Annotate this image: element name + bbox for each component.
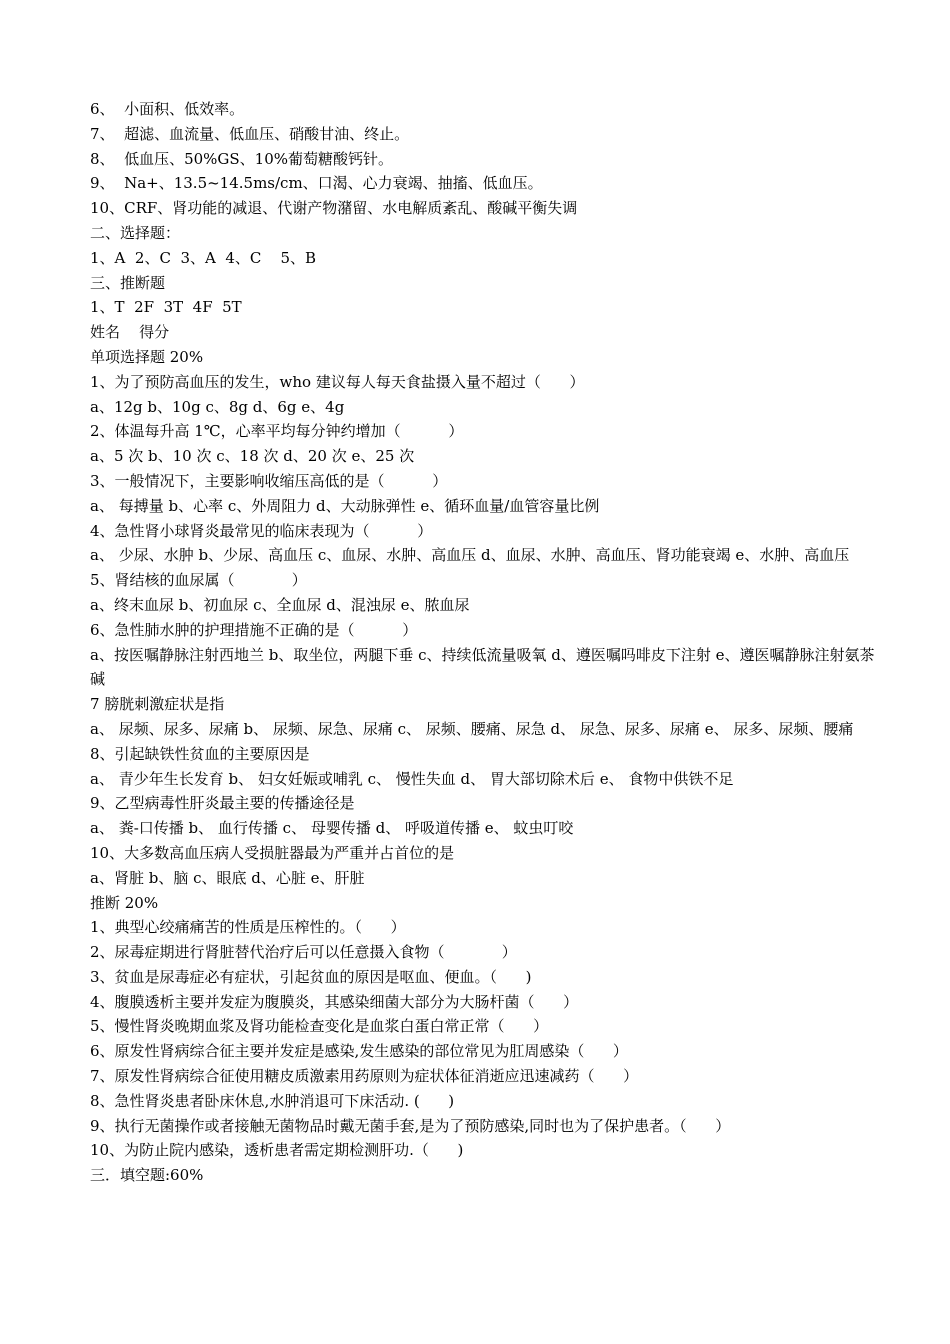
question-6-options: a、按医嘱静脉注射西地兰 b、取坐位，两腿下垂 c、持续低流量吸氧 d、遵医嘱吗啡皮下注射 e、遵医嘱静脉注射氨茶碱 [90,645,875,689]
question-9-options: a、 粪-口传播 b、 血行传播 c、 母婴传播 d、 呼吸道传播 e、 蚊虫叮咬 [90,819,574,838]
tf-question-8: 8、急性肾炎患者卧床休息,水肿消退可下床活动. ( ) [90,1091,455,1110]
tf-question-9: 9、执行无菌操作或者接触无菌物品时戴无菌手套,是为了预防感染,同时也为了保护患者。（ ） [90,1116,731,1135]
section-heading-single-choice: 单项选择题 20% [90,347,204,366]
choice-answers: 1、A 2、C 3、A 4、C 5、B [90,248,317,267]
section-heading-fill-blank: 三．填空题:60% [90,1166,204,1185]
tf-question-6: 6、原发性肾病综合征主要并发症是感染,发生感染的部位常见为肛周感染（ ） [90,1042,628,1061]
answer-line-9: 9、 Na+、13.5~14.5ms/cm、口渴、心力衰竭、抽搐、低血压。 [90,174,543,193]
question-7-options: a、 尿频、尿多、尿痛 b、 尿频、尿急、尿痛 c、 尿频、腰痛、尿急 d、 尿急、尿多、尿痛 e、 尿多、尿频、腰痛 [90,719,854,738]
question-3: 3、一般情况下，主要影响收缩压高低的是（ ） [90,471,448,490]
question-5-options: a、终末血尿 b、初血尿 c、全血尿 d、混浊尿 e、脓血尿 [90,595,470,614]
document-body [90,97,880,1188]
section-heading-choice: 二、选择题： [90,223,181,242]
section-heading-judgement: 三、推断题 [90,273,166,292]
question-1-options: a、12g b、10g c、8g d、6g e、4g [90,397,345,416]
question-2: 2、体温每升高 1℃，心率平均每分钟约增加（ ） [90,422,464,441]
question-10-options: a、肾脏 b、脑 c、眼底 d、心脏 e、肝脏 [90,868,365,887]
answer-line-7: 7、 超滤、血流量、低血压、硝酸甘油、终止。 [90,124,410,143]
question-1: 1、为了预防高血压的发生，who 建议每人每天食盐摄入量不超过（ ） [90,372,585,391]
tf-question-3: 3、贫血是尿毒症必有症状，引起贫血的原因是呕血、便血。（ ) [90,967,532,986]
question-9: 9、乙型病毒性肝炎最主要的传播途径是 [90,794,355,813]
tf-question-1: 1、典型心绞痛痛苦的性质是压榨性的。（ ） [90,918,406,937]
answer-line-10: 10、CRF、肾功能的减退、代谢产物潴留、水电解质紊乱、酸碱平衡失调 [90,199,578,218]
tf-question-10: 10、为防止院内感染，透析患者需定期检测肝功.（ ) [90,1141,464,1160]
question-4-options: a、 少尿、水肿 b、少尿、高血压 c、血尿、水肿、高血压 d、血尿、水肿、高血压、肾功能衰竭 e、水肿、高血压 [90,546,850,565]
tf-question-7: 7、原发性肾病综合征使用糖皮质激素用药原则为症状体征消逝应迅速减药（ ） [90,1067,639,1086]
question-2-options: a、5 次 b、10 次 c、18 次 d、20 次 e、25 次 [90,447,415,466]
question-3-options: a、 每搏量 b、心率 c、外周阻力 d、大动脉弹性 e、循环血量/血管容量比例 [90,496,600,515]
question-10: 10、大多数高血压病人受损脏器最为严重并占首位的是 [90,843,455,862]
question-8: 8、引起缺铁性贫血的主要原因是 [90,744,310,763]
tf-question-2: 2、尿毒症期进行肾脏替代治疗后可以任意摄入食物（ ） [90,943,517,962]
answer-line-6: 6、 小面积、低效率。 [90,100,245,118]
tf-question-5: 5、慢性肾炎晚期血浆及肾功能检查变化是血浆白蛋白常正常（ ） [90,1017,549,1036]
section-heading-true-false: 推断 20% [90,893,159,912]
tf-question-4: 4、腹膜透析主要并发症为腹膜炎，其感染细菌大部分为大肠杆菌（ ） [90,992,579,1011]
question-8-options: a、 青少年生长发育 b、 妇女妊娠或哺乳 c、 慢性失血 d、 胃大部切除术后 e、 食物中供铁不足 [90,769,734,788]
question-5: 5、肾结核的血尿属（ ） [90,571,307,590]
name-score-line: 姓名 得分 [90,323,170,342]
judgement-answers: 1、T 2F 3T 4F 5T [90,298,242,317]
question-4: 4、急性肾小球肾炎最常见的临床表现为（ ） [90,521,433,540]
question-6: 6、急性肺水肿的护理措施不正确的是（ ） [90,620,418,639]
question-7: 7 膀胱刺激症状是指 [90,695,225,714]
answer-line-8: 8、 低血压、50%GS、10%葡萄糖酸钙针。 [90,149,394,168]
